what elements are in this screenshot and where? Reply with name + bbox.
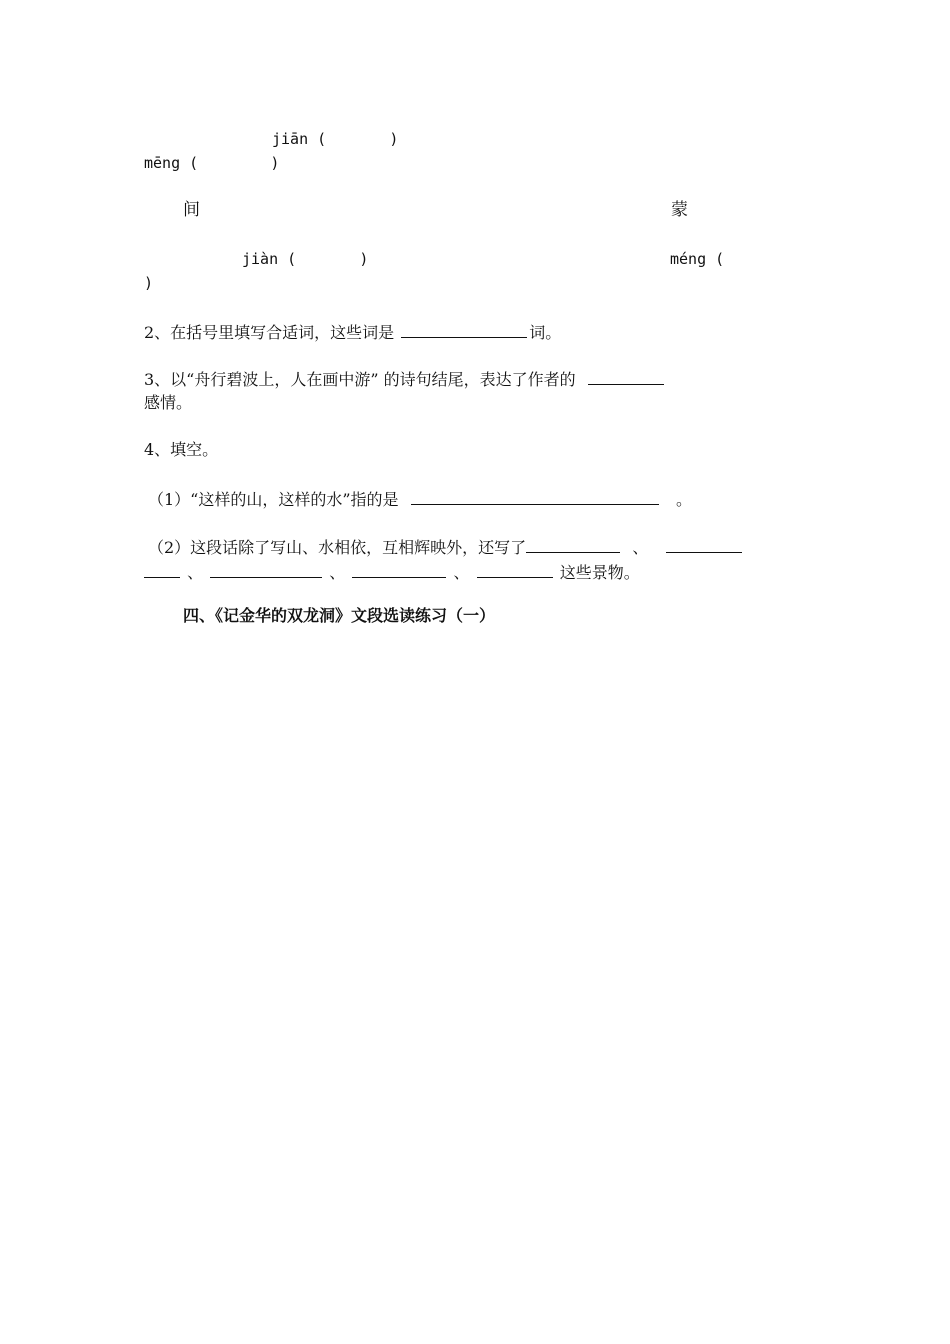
answer-blank[interactable] <box>526 536 620 553</box>
pinyin-meng2-close: ) <box>144 274 154 292</box>
question-4-sub1 <box>148 488 692 510</box>
question-4-title: 4、填空。 <box>144 440 219 459</box>
pinyin-meng1: mēng ( ) <box>144 154 280 172</box>
question-2 <box>144 321 561 343</box>
question-4-sub1-text: （1）“这样的山，这样的水”指的是 <box>148 490 399 509</box>
question-3-text: 3、以“舟行碧波上，人在画中游” 的诗句结尾，表达了作者的 <box>144 370 576 389</box>
answer-blank[interactable] <box>401 321 527 338</box>
answer-blank[interactable] <box>144 561 180 578</box>
section-4-title: 四、《记金华的双龙洞》文段选读练习（一） <box>183 606 496 625</box>
pinyin-meng2: méng ( <box>670 250 725 268</box>
question-2-suffix: 词。 <box>529 323 562 342</box>
char-jian: 间 <box>183 200 200 220</box>
question-3-line2: 感情。 <box>144 393 193 412</box>
separator: 、 <box>329 563 346 582</box>
separator: 、 <box>453 563 470 582</box>
answer-blank[interactable] <box>411 488 659 505</box>
question-4-sub2-text: （2）这段话除了写山、水相依，互相辉映外，还写了 <box>148 538 527 557</box>
answer-blank[interactable] <box>588 368 664 385</box>
char-meng: 蒙 <box>671 200 688 220</box>
answer-blank[interactable] <box>477 561 553 578</box>
pinyin-jian1: jiān ( ) <box>272 130 399 148</box>
question-4-sub1-end: 。 <box>675 490 692 509</box>
question-3 <box>144 368 666 390</box>
answer-blank[interactable] <box>666 536 742 553</box>
separator: 、 <box>187 563 204 582</box>
question-4-sub2-end: 这些景物。 <box>559 563 640 582</box>
answer-blank[interactable] <box>210 561 322 578</box>
question-4-sub2-line2 <box>144 561 640 583</box>
pinyin-jian4: jiàn ( ) <box>242 250 369 268</box>
question-4-sub2 <box>148 536 744 558</box>
question-2-text: 2、在括号里填写合适词，这些词是 <box>144 323 395 342</box>
separator: 、 <box>632 538 649 557</box>
answer-blank[interactable] <box>352 561 446 578</box>
